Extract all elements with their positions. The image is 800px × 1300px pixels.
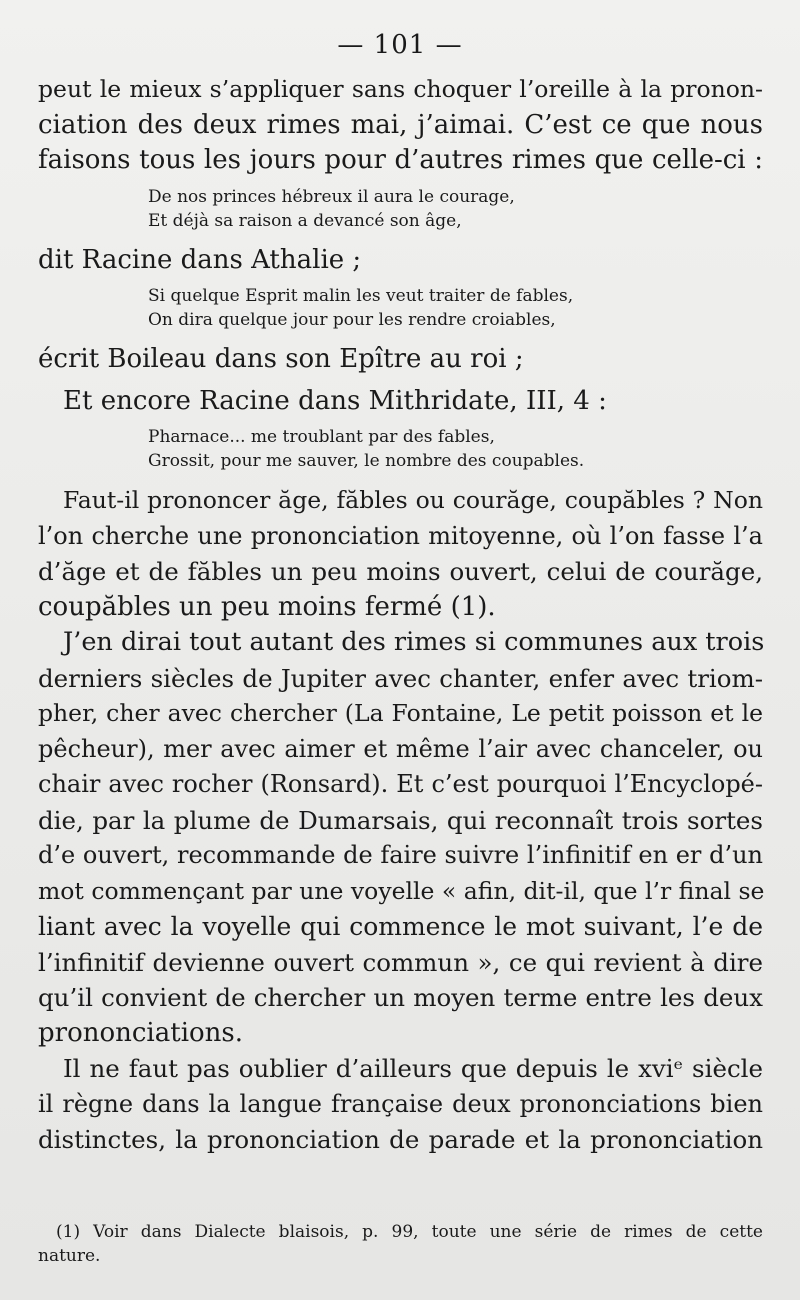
text-line: mot commençant par une voyelle « afin, dit-il, que l’r final se — [38, 876, 765, 905]
attribution-line: écrit Boileau dans son Epître au roi ; — [38, 344, 524, 374]
text-line: d’e ouvert, recommande de faire suivre l’infinitif en er d’un — [38, 841, 763, 869]
text-line: pher, cher avec chercher (La Fontaine, Le petit poisson et le — [38, 699, 763, 727]
text-line: coupăbles un peu moins fermé (1). — [38, 591, 496, 622]
text-line: chair avec rocher (Ronsard). Et c’est pourquoi l’Encyclopé- — [38, 770, 763, 798]
paragraph — [38, 483, 763, 625]
verse-quote — [38, 425, 763, 473]
main-text — [38, 72, 763, 1158]
text-line: derniers siècles de Jupiter avec chanter, enfer avec triom- — [38, 663, 763, 693]
verse-line: Si quelque Esprit malin les veut traiter de fables, — [148, 286, 574, 306]
text-line: J’en dirai tout autant des rimes si communes aux trois — [63, 627, 765, 657]
page-number: — 101 — — [337, 30, 463, 60]
text-line: l’on cherche une prononciation mitoyenne, où l’on fasse l’a — [38, 521, 763, 550]
text-line: Il ne faut pas oublier d’ailleurs que depuis le xviᵉ siècle — [63, 1054, 763, 1083]
paragraph — [38, 625, 763, 1051]
attribution-line: dit Racine dans Athalie ; — [38, 244, 362, 275]
paragraph — [38, 72, 763, 179]
text-line: l’infinitif devienne ouvert commun », ce qui revient à dire — [38, 947, 763, 977]
text-line: il règne dans la langue française deux prononciations bien — [38, 1089, 763, 1118]
text-line: d’ăge et de făbles un peu moins ouvert, celui de courăge, — [38, 557, 763, 586]
paragraph — [38, 1051, 763, 1158]
text-line: Faut-il prononcer ăge, făbles ou courăge, coupăbles ? Non — [63, 486, 763, 514]
text-line: die, par la plume de Dumarsais, qui reconnaît trois sortes — [38, 805, 763, 835]
text-line: faisons tous les jours pour d’autres rimes que celle-ci : — [38, 145, 763, 175]
text-line: pêcheur), mer avec aimer et même l’air avec chanceler, ou — [38, 734, 763, 763]
text-line: qu’il convient de chercher un moyen terme entre les deux — [38, 983, 763, 1012]
footnote — [38, 1220, 763, 1268]
text-line: liant avec la voyelle qui commence le mot suivant, l’e de — [38, 912, 763, 941]
verse-line: Et déjà sa raison a devancé son âge, — [148, 210, 462, 231]
verse-line: De nos princes hébreux il aura le courage, — [148, 186, 515, 207]
text-line: ciation des deux rimes mai, j’aimai. C’est ce que nous — [38, 109, 763, 140]
verse-line: On dira quelque jour pour les rendre croiables, — [148, 310, 556, 330]
verse-quote — [38, 284, 763, 332]
footnote-line: (1) Voir dans Dialecte blaisois, p. 99, toute une série de rimes de cette — [56, 1222, 763, 1242]
text-line: peut le mieux s’appliquer sans choquer l’oreille à la pronon- — [38, 75, 763, 103]
verse-line: Pharnace... me troublant par des fables, — [148, 427, 495, 447]
verse-line: Grossit, pour me sauver, le nombre des coupables. — [148, 451, 585, 471]
text-line: distinctes, la prononciation de parade et la prononciation — [38, 1125, 763, 1154]
text-line: prononciations. — [38, 1017, 244, 1048]
verse-quote — [38, 185, 763, 233]
footnote-line: nature. — [38, 1246, 101, 1266]
attribution-line: Et encore Racine dans Mithridate, III, 4 : — [63, 385, 607, 416]
